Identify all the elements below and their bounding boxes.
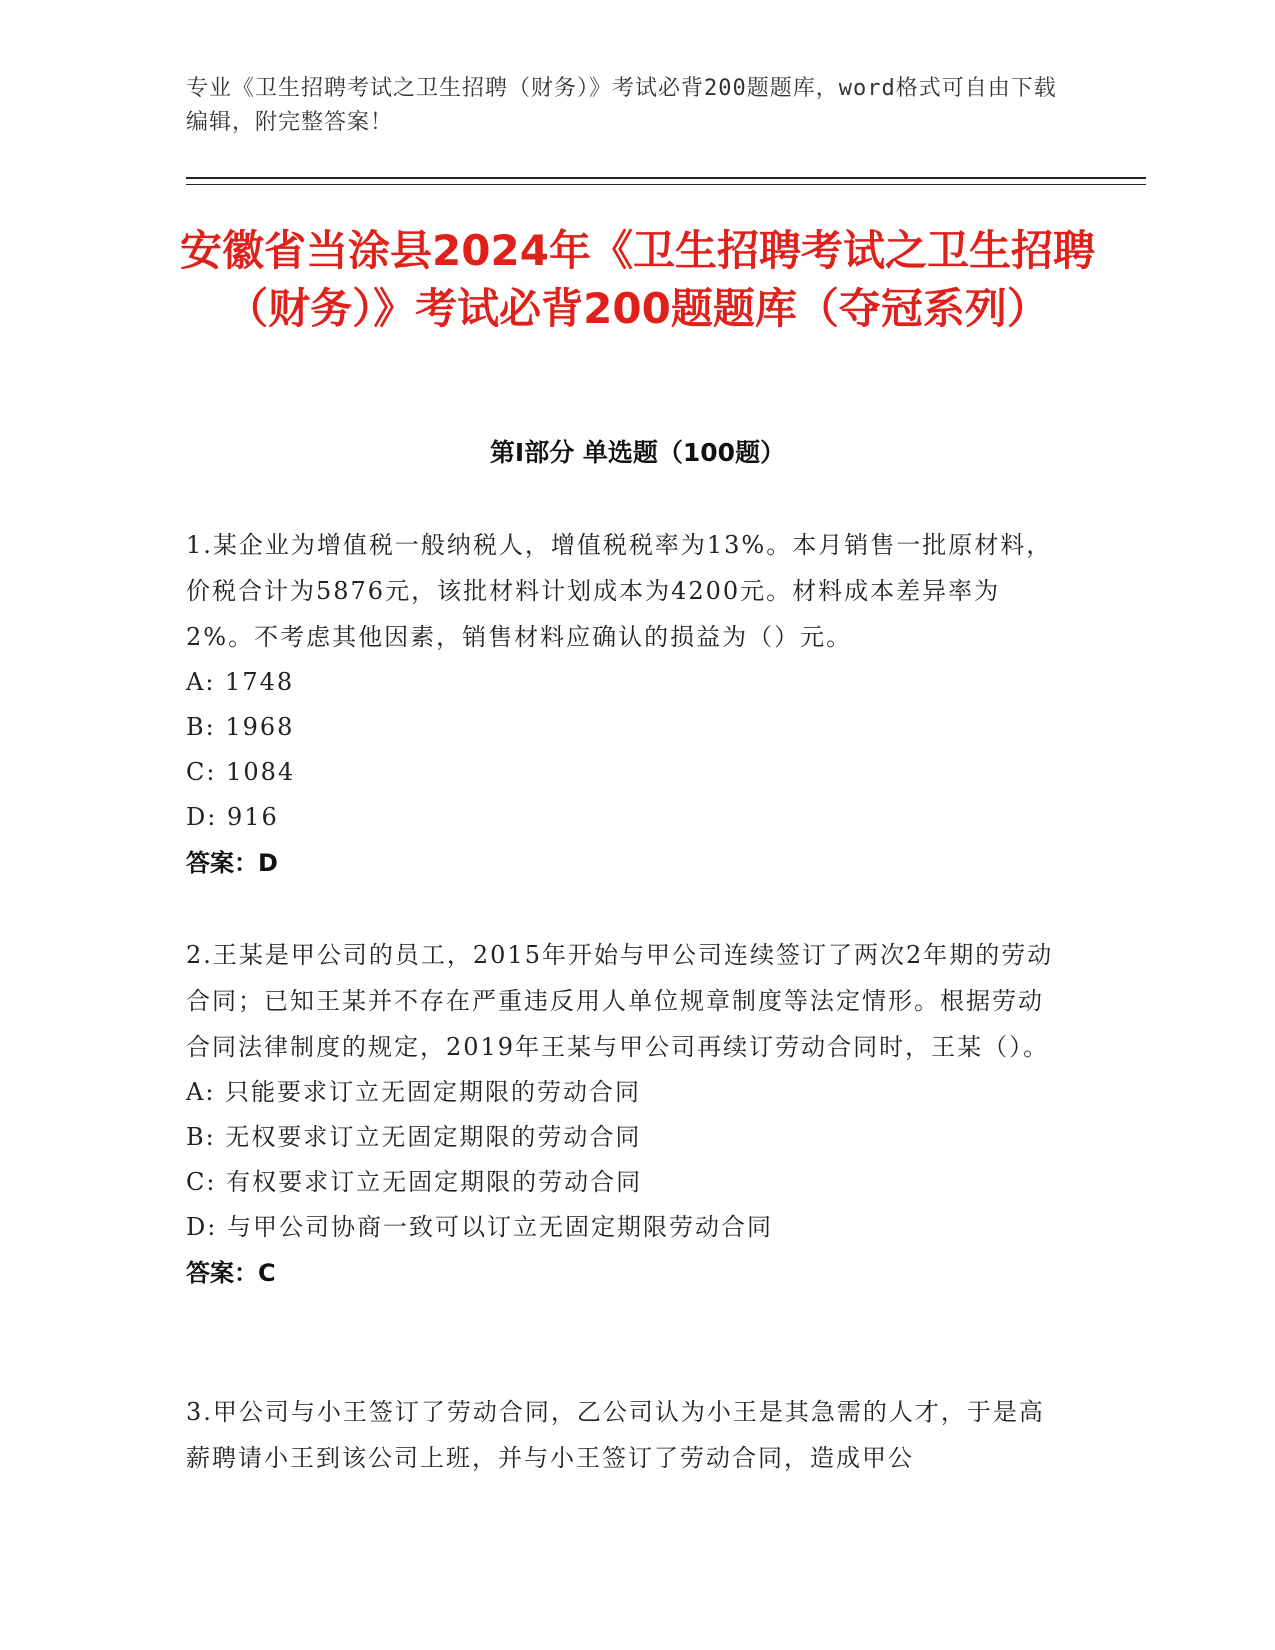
section-heading: 第Ⅰ部分 单选题（100题） <box>489 438 786 467</box>
question-stem: 1.某企业为增值税一般纳税人，增值税税率为13%。本月销售一批原材料，价税合计为5876元，该批材料计划成本为4200元。材料成本差异率为2%。不考虑其他因素，销售材料应确认的损益为（）元。 <box>186 531 1053 651</box>
question-stem: 2.王某是甲公司的员工，2015年开始与甲公司连续签订了两次2年期的劳动合同；已知王某并不存在严重违反用人单位规章制度等法定情形。根据劳动合同法律制度的规定，2019年王某与甲公司再续订劳动合同时，王某（）。 <box>186 941 1054 1061</box>
question-1 <box>186 522 1066 886</box>
question-stem: 3.甲公司与小王签订了劳动合同，乙公司认为小王是其急需的人才，于是高薪聘请小王到该公司上班，并与小王签订了劳动合同，造成甲公 <box>186 1398 1045 1472</box>
answer: 答案：C <box>186 1259 276 1287</box>
option-a: A: 1748 <box>186 668 295 696</box>
header-note: 专业《卫生招聘考试之卫生招聘（财务）》考试必背200题题库，word格式可自由下载编辑，附完整答案！ <box>186 76 1057 135</box>
option-c: C: 1084 <box>186 758 296 786</box>
option-b: B: 无权要求订立无固定期限的劳动合同 <box>186 1123 642 1151</box>
question-2 <box>186 932 1066 1296</box>
header-divider-thin <box>186 184 1146 185</box>
answer: 答案：D <box>186 849 278 877</box>
question-3 <box>186 1389 1066 1481</box>
option-d: D: 与甲公司协商一致可以订立无固定期限劳动合同 <box>186 1213 773 1241</box>
header-divider-thick <box>186 177 1146 179</box>
document-title: 安徽省当涂县2024年《卫生招聘考试之卫生招聘（财务）》考试必背200题题库（夺冠系列） <box>180 226 1095 333</box>
option-d: D: 916 <box>186 803 279 831</box>
option-a: A: 只能要求订立无固定期限的劳动合同 <box>186 1078 642 1106</box>
option-b: B: 1968 <box>186 713 295 741</box>
option-c: C: 有权要求订立无固定期限的劳动合同 <box>186 1168 643 1196</box>
